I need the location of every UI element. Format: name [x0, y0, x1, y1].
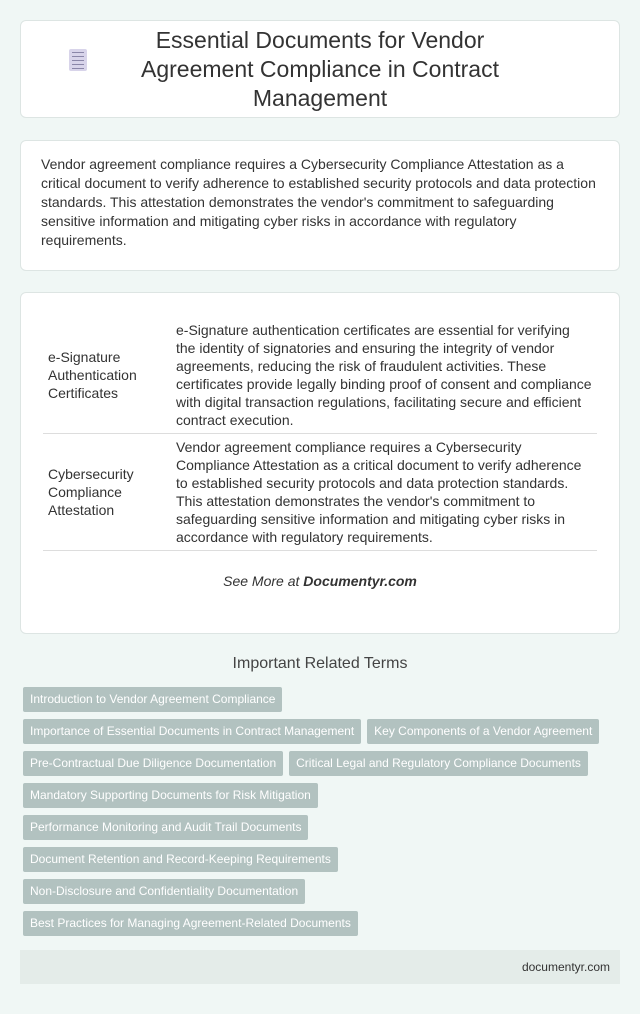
- intro-text: Vendor agreement compliance requires a Cybersecurity Compliance Attestation as a critical document to verify adherence to established security protocols and data protection standards. This attestation demonstrates the vendor's commitment to safeguarding sensitive information and mitigating cyber risks in accordance with regulatory requirements.: [41, 156, 596, 248]
- title-card: [20, 20, 620, 118]
- related-tag[interactable]: Critical Legal and Regulatory Compliance Documents: [289, 751, 588, 776]
- description-cell: Vendor agreement compliance requires a Cybersecurity Compliance Attestation as a critical document to verify adherence to established security protocols and data protection standards. This attestation demonstrates the vendor's commitment to safeguarding sensitive information and mitigating cyber risks in accordance with regulatory requirements.: [171, 434, 597, 551]
- see-more-prefix: See More at: [223, 573, 304, 589]
- footer: [20, 950, 620, 984]
- footer-site[interactable]: documentyr.com: [521, 960, 610, 974]
- related-tag[interactable]: Non-Disclosure and Confidentiality Documentation: [23, 879, 305, 904]
- related-tag[interactable]: Document Retention and Record-Keeping Requirements: [23, 847, 338, 872]
- term-cell: e-Signature Authentication Certificates: [43, 317, 171, 434]
- page-title: Essential Documents for Vendor Agreement Compliance in Contract Management: [141, 26, 499, 111]
- see-more: [43, 573, 597, 589]
- related-tag[interactable]: Pre-Contractual Due Diligence Documentation: [23, 751, 283, 776]
- related-tag[interactable]: Mandatory Supporting Documents for Risk Mitigation: [23, 783, 318, 808]
- table-row: [43, 317, 597, 434]
- related-tag[interactable]: Best Practices for Managing Agreement-Related Documents: [23, 911, 358, 936]
- related-terms-title: Important Related Terms: [232, 655, 408, 672]
- see-more-link[interactable]: Documentyr.com: [303, 573, 417, 589]
- documents-table: [43, 317, 597, 551]
- related-terms: [23, 687, 623, 943]
- related-tag[interactable]: Introduction to Vendor Agreement Compliance: [23, 687, 282, 712]
- table-card: [20, 292, 620, 634]
- intro-card: [20, 140, 620, 271]
- related-tag[interactable]: Key Components of a Vendor Agreement: [367, 719, 599, 744]
- document-icon: [69, 49, 87, 71]
- description-cell: e-Signature authentication certificates are essential for verifying the identity of signatories and ensuring the integrity of vendor agreements, reducing the risk of fraudulent activities. These certificates provide legally binding proof of consent and compliance with digital transaction regulations, facilitating secure and efficient contract execution.: [171, 317, 597, 434]
- table-row: [43, 434, 597, 551]
- related-tag[interactable]: Importance of Essential Documents in Contract Management: [23, 719, 361, 744]
- term-cell: Cybersecurity Compliance Attestation: [43, 434, 171, 551]
- related-tag[interactable]: Performance Monitoring and Audit Trail Documents: [23, 815, 308, 840]
